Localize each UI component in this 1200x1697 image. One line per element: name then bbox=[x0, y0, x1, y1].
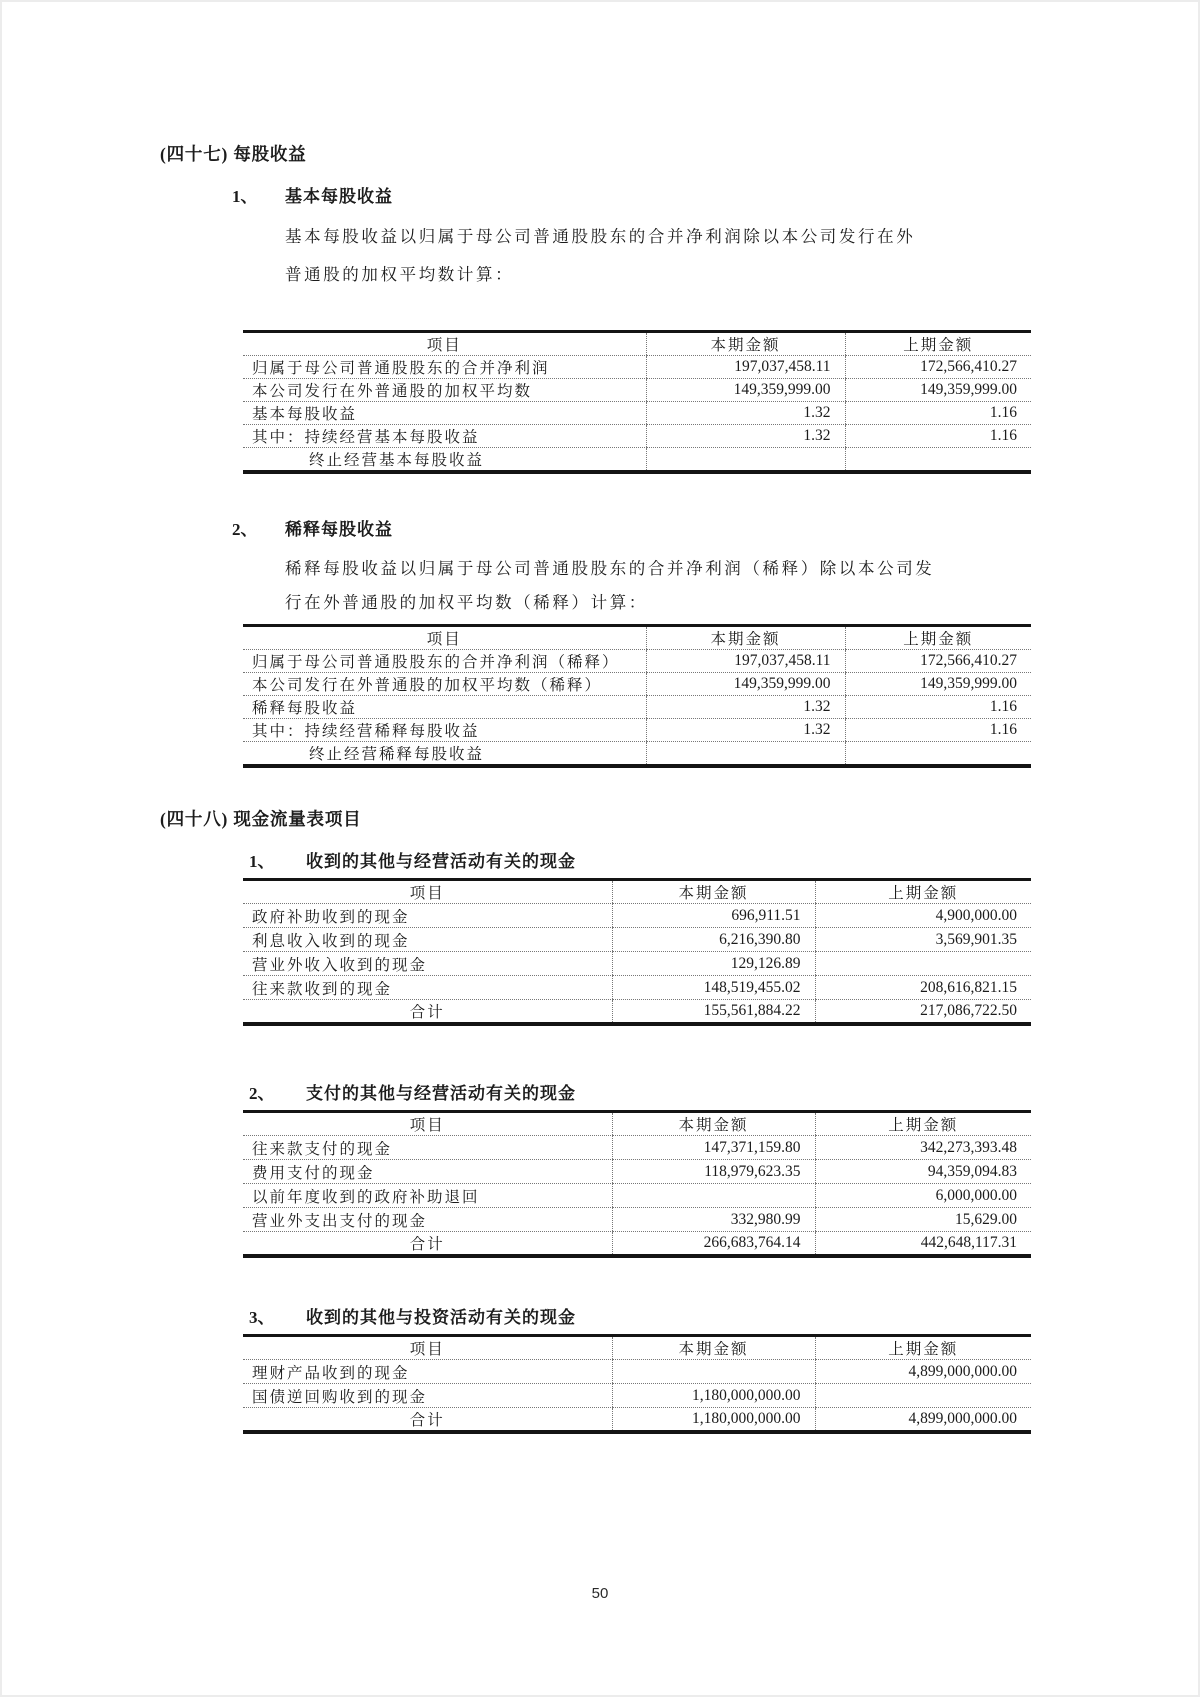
subsection-title: 基本每股收益 bbox=[285, 187, 393, 206]
row-current-amount: 1,180,000,000.00 bbox=[612, 1408, 815, 1433]
column-header-item: 项目 bbox=[243, 626, 646, 650]
row-current-amount: 155,561,884.22 bbox=[612, 1000, 815, 1025]
cash-received-operating-table bbox=[243, 878, 1031, 1026]
row-item-label: 理财产品收到的现金 bbox=[243, 1360, 612, 1384]
column-header-item: 项目 bbox=[243, 1336, 612, 1360]
row-item-label: 政府补助收到的现金 bbox=[243, 904, 612, 928]
row-current-amount bbox=[646, 742, 845, 767]
row-current-amount bbox=[612, 1360, 815, 1384]
table-row bbox=[243, 356, 1031, 379]
paragraph-line: 稀释每股收益以归属于母公司普通股股东的合并净利润（稀释）除以本公司发 bbox=[285, 559, 935, 578]
body-paragraph bbox=[285, 218, 1200, 294]
table-row bbox=[243, 673, 1031, 696]
paragraph-line: 普通股的加权平均数计算： bbox=[285, 265, 515, 284]
table-header-row bbox=[243, 332, 1031, 356]
column-header-item: 项目 bbox=[243, 1112, 612, 1136]
row-item-label: 稀释每股收益 bbox=[243, 696, 646, 719]
row-item-label: 利息收入收到的现金 bbox=[243, 928, 612, 952]
eps-basic-table bbox=[243, 330, 1031, 474]
column-header-prior-period: 上期金额 bbox=[815, 880, 1031, 904]
column-header-current-period: 本期金额 bbox=[646, 332, 845, 356]
table-row bbox=[243, 1232, 1031, 1257]
row-item-label: 营业外收入收到的现金 bbox=[243, 952, 612, 976]
row-current-amount bbox=[612, 1184, 815, 1208]
row-item-label: 归属于母公司普通股股东的合并净利润（稀释） bbox=[243, 650, 646, 673]
column-header-prior-period: 上期金额 bbox=[845, 332, 1031, 356]
row-prior-amount: 15,629.00 bbox=[815, 1208, 1031, 1232]
column-header-item: 项目 bbox=[243, 880, 612, 904]
row-item-label: 其中：持续经营基本每股收益 bbox=[243, 425, 646, 448]
row-prior-amount: 4,899,000,000.00 bbox=[815, 1360, 1031, 1384]
row-prior-amount: 3,569,901.35 bbox=[815, 928, 1031, 952]
column-header-prior-period: 上期金额 bbox=[845, 626, 1031, 650]
subsection-title: 收到的其他与投资活动有关的现金 bbox=[306, 1308, 576, 1327]
table-row bbox=[243, 1184, 1031, 1208]
table-row bbox=[243, 650, 1031, 673]
row-item-label: 本公司发行在外普通股的加权平均数（稀释） bbox=[243, 673, 646, 696]
subsection-heading-other-cash-received-operating bbox=[249, 850, 1200, 874]
row-item-label: 以前年度收到的政府补助退回 bbox=[243, 1184, 612, 1208]
row-item-label: 本公司发行在外普通股的加权平均数 bbox=[243, 379, 646, 402]
row-current-amount: 332,980.99 bbox=[612, 1208, 815, 1232]
subsection-number: 1、 bbox=[249, 852, 275, 871]
row-prior-amount: 6,000,000.00 bbox=[815, 1184, 1031, 1208]
row-current-amount: 1.32 bbox=[646, 696, 845, 719]
row-prior-amount bbox=[815, 1384, 1031, 1408]
column-header-current-period: 本期金额 bbox=[612, 1112, 815, 1136]
table-row bbox=[243, 976, 1031, 1000]
subsection-heading-diluted-eps bbox=[232, 518, 1200, 542]
row-prior-amount: 442,648,117.31 bbox=[815, 1232, 1031, 1257]
row-prior-amount: 172,566,410.27 bbox=[845, 356, 1031, 379]
row-current-amount: 696,911.51 bbox=[612, 904, 815, 928]
row-current-amount: 147,371,159.80 bbox=[612, 1136, 815, 1160]
row-item-label: 往来款收到的现金 bbox=[243, 976, 612, 1000]
row-prior-amount: 208,616,821.15 bbox=[815, 976, 1031, 1000]
row-current-amount: 1,180,000,000.00 bbox=[612, 1384, 815, 1408]
row-current-amount: 266,683,764.14 bbox=[612, 1232, 815, 1257]
row-prior-amount: 4,899,000,000.00 bbox=[815, 1408, 1031, 1433]
row-prior-amount: 4,900,000.00 bbox=[815, 904, 1031, 928]
subsection-number: 1、 bbox=[232, 187, 258, 206]
subsection-title: 收到的其他与经营活动有关的现金 bbox=[306, 852, 576, 871]
column-header-item: 项目 bbox=[243, 332, 646, 356]
row-prior-amount: 1.16 bbox=[845, 425, 1031, 448]
row-prior-amount: 1.16 bbox=[845, 696, 1031, 719]
row-item-label: 归属于母公司普通股股东的合并净利润 bbox=[243, 356, 646, 379]
table-header-row bbox=[243, 1336, 1031, 1360]
subsection-heading-other-cash-received-investing bbox=[249, 1306, 1200, 1330]
row-item-label: 营业外支出支付的现金 bbox=[243, 1208, 612, 1232]
column-header-current-period: 本期金额 bbox=[612, 1336, 815, 1360]
row-prior-amount: 94,359,094.83 bbox=[815, 1160, 1031, 1184]
column-header-current-period: 本期金额 bbox=[646, 626, 845, 650]
table-row bbox=[243, 952, 1031, 976]
table-header-row bbox=[243, 1112, 1031, 1136]
row-item-label: 基本每股收益 bbox=[243, 402, 646, 425]
row-item-label: 终止经营基本每股收益 bbox=[309, 452, 485, 469]
table-header-row bbox=[243, 880, 1031, 904]
table-row bbox=[243, 928, 1031, 952]
column-header-current-period: 本期金额 bbox=[612, 880, 815, 904]
row-current-amount: 1.32 bbox=[646, 719, 845, 742]
subsection-number: 2、 bbox=[232, 520, 258, 539]
row-current-amount: 148,519,455.02 bbox=[612, 976, 815, 1000]
subsection-number: 3、 bbox=[249, 1308, 275, 1327]
column-header-prior-period: 上期金额 bbox=[815, 1112, 1031, 1136]
row-current-amount: 118,979,623.35 bbox=[612, 1160, 815, 1184]
row-prior-amount: 149,359,999.00 bbox=[845, 379, 1031, 402]
table-row bbox=[243, 448, 1031, 473]
row-item-label: 合计 bbox=[409, 1004, 445, 1021]
table-row bbox=[243, 1160, 1031, 1184]
row-current-amount: 1.32 bbox=[646, 425, 845, 448]
row-prior-amount: 1.16 bbox=[845, 719, 1031, 742]
row-prior-amount bbox=[845, 448, 1031, 473]
row-item-label: 合计 bbox=[409, 1412, 445, 1429]
body-paragraph bbox=[285, 552, 1200, 620]
row-item-label: 其中：持续经营稀释每股收益 bbox=[243, 719, 646, 742]
row-prior-amount: 149,359,999.00 bbox=[845, 673, 1031, 696]
row-prior-amount: 172,566,410.27 bbox=[845, 650, 1031, 673]
table-row bbox=[243, 1000, 1031, 1025]
row-current-amount: 197,037,458.11 bbox=[646, 356, 845, 379]
eps-diluted-table bbox=[243, 624, 1031, 768]
row-prior-amount bbox=[815, 952, 1031, 976]
subsection-title: 支付的其他与经营活动有关的现金 bbox=[306, 1084, 576, 1103]
row-current-amount: 149,359,999.00 bbox=[646, 673, 845, 696]
table-row bbox=[243, 1408, 1031, 1433]
row-prior-amount: 342,273,393.48 bbox=[815, 1136, 1031, 1160]
row-current-amount: 149,359,999.00 bbox=[646, 379, 845, 402]
subsection-number: 2、 bbox=[249, 1084, 275, 1103]
section-heading-47: (四十七) 每股收益 bbox=[160, 144, 307, 164]
table-row bbox=[243, 719, 1031, 742]
table-row bbox=[243, 425, 1031, 448]
row-current-amount: 129,126.89 bbox=[612, 952, 815, 976]
table-row bbox=[243, 696, 1031, 719]
subsection-heading-other-cash-paid-operating bbox=[249, 1082, 1200, 1106]
paragraph-line: 行在外普通股的加权平均数（稀释）计算： bbox=[285, 593, 648, 612]
table-row bbox=[243, 742, 1031, 767]
subsection-heading-basic-eps bbox=[232, 185, 1200, 209]
table-row bbox=[243, 402, 1031, 425]
row-prior-amount bbox=[845, 742, 1031, 767]
paragraph-line: 基本每股收益以归属于母公司普通股股东的合并净利润除以本公司发行在外 bbox=[285, 227, 916, 246]
column-header-prior-period: 上期金额 bbox=[815, 1336, 1031, 1360]
cash-paid-operating-table bbox=[243, 1110, 1031, 1258]
cash-received-investing-table bbox=[243, 1334, 1031, 1434]
row-current-amount: 197,037,458.11 bbox=[646, 650, 845, 673]
row-prior-amount: 217,086,722.50 bbox=[815, 1000, 1031, 1025]
row-current-amount: 1.32 bbox=[646, 402, 845, 425]
row-item-label: 终止经营稀释每股收益 bbox=[309, 746, 485, 763]
row-prior-amount: 1.16 bbox=[845, 402, 1031, 425]
section-heading-48: (四十八) 现金流量表项目 bbox=[160, 809, 362, 829]
table-row bbox=[243, 1136, 1031, 1160]
table-row bbox=[243, 1208, 1031, 1232]
table-header-row bbox=[243, 626, 1031, 650]
page-number: 50 bbox=[591, 1585, 609, 1602]
row-item-label: 合计 bbox=[409, 1236, 445, 1253]
row-current-amount: 6,216,390.80 bbox=[612, 928, 815, 952]
table-row bbox=[243, 904, 1031, 928]
table-row bbox=[243, 379, 1031, 402]
table-row bbox=[243, 1384, 1031, 1408]
table-row bbox=[243, 1360, 1031, 1384]
row-item-label: 往来款支付的现金 bbox=[243, 1136, 612, 1160]
subsection-title: 稀释每股收益 bbox=[285, 520, 393, 539]
row-current-amount bbox=[646, 448, 845, 473]
row-item-label: 国债逆回购收到的现金 bbox=[243, 1384, 612, 1408]
row-item-label: 费用支付的现金 bbox=[243, 1160, 612, 1184]
